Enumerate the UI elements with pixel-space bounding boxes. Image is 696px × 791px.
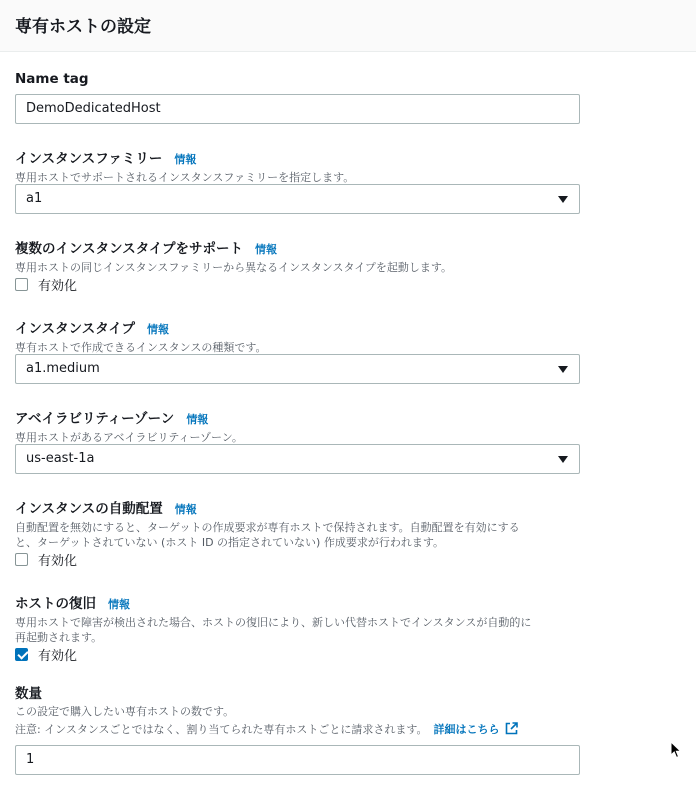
availability-zone-value: us-east-1a — [26, 451, 95, 466]
caret-down-icon — [558, 196, 568, 203]
multi-type-checkbox-label: 有効化 — [38, 278, 78, 294]
external-link-icon[interactable] — [505, 722, 518, 735]
instance-type-info-link[interactable]: 情報 — [147, 323, 170, 336]
host-recovery-field — [15, 595, 580, 645]
availability-zone-label: アベイラビリティーゾーン — [15, 411, 175, 427]
instance-family-description: 専用ホストでサポートされるインスタンスファミリーを指定します。 — [15, 171, 355, 184]
quantity-description: この設定で購入したい専有ホストの数です。 — [15, 705, 235, 718]
host-recovery-label: ホストの復旧 — [15, 596, 96, 612]
quantity-note-row — [15, 722, 615, 737]
instance-family-label: インスタンスファミリー — [15, 151, 163, 167]
instance-type-value: a1.medium — [26, 361, 100, 376]
instance-type-description: 専有ホストで作成できるインスタンスの種類です。 — [15, 341, 267, 354]
quantity-label: 数量 — [15, 686, 42, 702]
name-tag-field — [15, 70, 580, 88]
instance-family-value: a1 — [26, 191, 43, 206]
name-tag-input[interactable]: DemoDedicatedHost — [15, 94, 580, 124]
section-header — [0, 0, 696, 52]
auto-placement-checkbox[interactable] — [15, 553, 28, 566]
auto-placement-label: インスタンスの自動配置 — [15, 501, 163, 517]
availability-zone-select[interactable] — [15, 444, 580, 474]
availability-zone-info-link[interactable]: 情報 — [186, 413, 209, 426]
multi-type-label: 複数のインスタンスタイプをサポート — [15, 241, 244, 257]
host-recovery-info-link[interactable]: 情報 — [108, 598, 130, 611]
instance-family-field — [15, 150, 580, 185]
instance-family-select[interactable] — [15, 184, 580, 214]
multi-type-checkbox-row[interactable] — [15, 276, 77, 292]
auto-placement-description-line1: 自動配置を無効にすると、ターゲットの作成要求が専有ホストで保持されます。自動配置を有効にする — [15, 521, 520, 534]
host-recovery-checkbox-row[interactable] — [15, 646, 77, 662]
auto-placement-info-link[interactable]: 情報 — [174, 503, 197, 516]
multi-type-field — [15, 240, 580, 275]
multi-type-description: 専用ホストの同じインスタンスファミリーから異なるインスタンスタイプを起動します。 — [15, 261, 453, 274]
host-recovery-description-line1: 専用ホストで障害が検出された場合、ホストの復旧により、新しい代替ホストでインスタンスが自動的に — [15, 616, 532, 629]
learn-more-link[interactable]: 詳細はこちら — [433, 723, 500, 736]
section-title: 専有ホストの設定 — [15, 17, 151, 37]
multi-type-checkbox[interactable] — [15, 278, 28, 291]
mouse-pointer-icon — [670, 741, 682, 759]
instance-family-info-link[interactable]: 情報 — [174, 153, 197, 166]
auto-placement-checkbox-row[interactable] — [15, 551, 77, 567]
instance-type-select[interactable] — [15, 354, 580, 384]
quantity-field — [15, 685, 615, 737]
name-tag-label: Name tag — [15, 71, 89, 87]
auto-placement-description-line2: と、ターゲットされていない (ホスト ID の指定されていない) 作成要求が行われます。 — [15, 536, 444, 549]
host-recovery-checkbox[interactable] — [15, 648, 28, 661]
quantity-input[interactable]: 1 — [15, 745, 580, 775]
caret-down-icon — [558, 366, 568, 373]
instance-type-field — [15, 320, 580, 355]
availability-zone-field — [15, 410, 580, 445]
auto-placement-checkbox-label: 有効化 — [38, 553, 78, 569]
host-recovery-description-line2: 再起動されます。 — [15, 631, 103, 644]
caret-down-icon — [558, 456, 568, 463]
quantity-note: 注意: インスタンスごとではなく、割り当てられた専有ホストごとに請求されます。 — [15, 723, 428, 736]
host-recovery-checkbox-label: 有効化 — [38, 648, 78, 664]
availability-zone-description: 専用ホストがあるアベイラビリティーゾーン。 — [15, 431, 243, 444]
multi-type-info-link[interactable]: 情報 — [255, 243, 278, 256]
auto-placement-field — [15, 500, 580, 550]
instance-type-label: インスタンスタイプ — [15, 321, 136, 337]
